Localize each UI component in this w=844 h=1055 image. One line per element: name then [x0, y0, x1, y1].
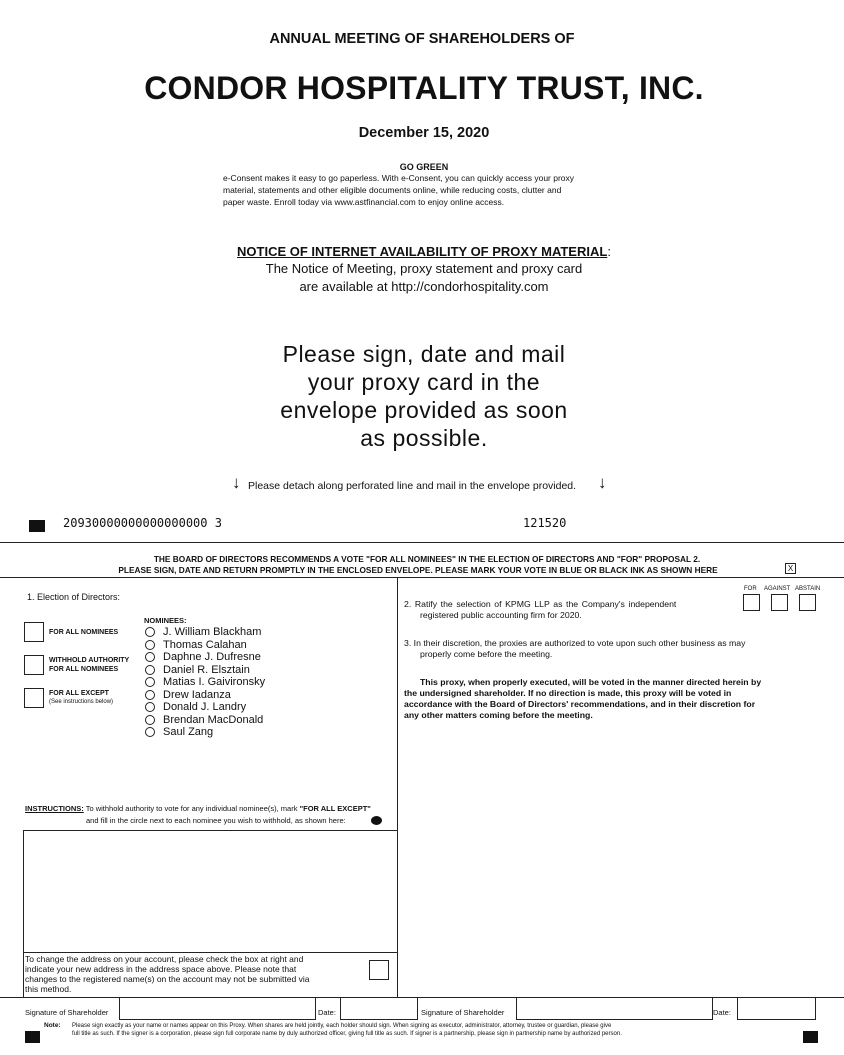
nominee-circle-8[interactable]	[145, 715, 155, 725]
filled-circle-example-icon	[371, 816, 382, 825]
nominee-name-8: Brendan MacDonald	[163, 714, 264, 726]
address-change-checkbox[interactable]	[369, 960, 389, 980]
proposal-2-abstain-checkbox[interactable]	[799, 594, 816, 611]
please-sign-line-4: as possible.	[360, 425, 488, 451]
proxy-statement-line-2: the undersigned shareholder. If no direction is made, this proxy will be voted in	[404, 688, 732, 698]
nominee-name-2: Thomas Calahan	[163, 639, 247, 651]
instructions-except: "FOR ALL EXCEPT"	[299, 804, 371, 813]
instructions-line-2: and fill in the circle next to each nominee you wish to withhold, as shown here:	[86, 816, 346, 825]
board-recommendation-line-2: PLEASE SIGN, DATE AND RETURN PROMPTLY IN THE ENCLOSED ENVELOPE. PLEASE MARK YOUR VOTE IN BLUE OR BLACK INK AS SHOWN HERE	[118, 565, 718, 575]
detach-arrow-right-icon: ↓	[598, 473, 607, 492]
address-change-line-2: indicate your new address in the address space above. Please note that	[25, 964, 297, 974]
nominee-name-9: Saul Zang	[163, 726, 214, 738]
instructions-text-1: To withhold authority to vote for any individual nominee(s), mark	[83, 804, 300, 813]
nominee-name-6: Drew Iadanza	[163, 689, 231, 701]
for-all-nominees-label: FOR ALL NOMINEES	[49, 629, 119, 636]
nominees-label: NOMINEES:	[144, 616, 187, 625]
proposal-3-line-1: 3. In their discretion, the proxies are authorized to vote upon such other business as may	[404, 638, 746, 648]
withhold-authority-label-2: FOR ALL NOMINEES	[49, 666, 119, 673]
please-sign-line-3: envelope provided as soon	[280, 397, 568, 423]
proxy-statement-line-3: accordance with the Board of Directors' recommendations, and in their discretion for	[404, 699, 756, 709]
withhold-authority-label-1: WITHHOLD AUTHORITY	[49, 657, 130, 664]
nominee-circle-2[interactable]	[145, 640, 155, 650]
date-field-2[interactable]	[737, 997, 816, 1020]
signature-label-1: Signature of Shareholder	[25, 1008, 109, 1017]
address-change-line-3: changes to the registered name(s) on the account may not be submitted via	[25, 974, 310, 984]
signature-field-1[interactable]	[119, 997, 316, 1020]
please-sign-line-2: your proxy card in the	[307, 369, 541, 395]
instructions-bottom-rule	[23, 830, 397, 831]
date-label-2: Date:	[713, 1008, 731, 1017]
card-top-rule	[0, 577, 844, 578]
go-green-line-1: e-Consent makes it easy to go paperless. With e-Consent, you can quickly access your proxy	[223, 173, 575, 183]
example-mark-box: X	[785, 563, 796, 574]
col-against-label: AGAINST	[764, 586, 791, 592]
for-all-except-label: FOR ALL EXCEPT	[49, 690, 109, 697]
proxy-statement-line-4: any other matters coming before the meeting.	[404, 710, 593, 720]
notice-heading	[0, 244, 844, 260]
nominee-circle-4[interactable]	[145, 665, 155, 675]
proposal-2-against-checkbox[interactable]	[771, 594, 788, 611]
signature-field-2[interactable]	[516, 997, 713, 1020]
nominee-name-3: Daphne J. Dufresne	[163, 651, 261, 663]
date-label-1: Date:	[318, 1008, 336, 1017]
nominee-circle-1[interactable]	[145, 627, 155, 637]
annual-meeting-heading: ANNUAL MEETING OF SHAREHOLDERS OF	[269, 31, 575, 47]
proposal-3-line-2: properly come before the meeting.	[420, 649, 553, 659]
notice-title: NOTICE OF INTERNET AVAILABILITY OF PROXY MATERIAL	[237, 244, 608, 259]
proposal-2-line-1: 2. Ratify the selection of KPMG LLP as the Company's independent	[404, 599, 677, 609]
notice-line-2: are available at http://condorhospitality.com	[299, 279, 549, 294]
instructions-line-1	[25, 804, 371, 813]
card-center-divider	[397, 577, 398, 997]
nominee-name-5: Matias I. Gaivironsky	[163, 676, 266, 688]
perforation-line	[0, 542, 844, 543]
note-line-1: Please sign exactly as your name or names appear on this Proxy. When shares are held jointly, each holder should sign. When signing as executor, administrator, attorney, trustee or guardian, please give	[72, 1023, 612, 1029]
company-name: CONDOR HOSPITALITY TRUST, INC.	[144, 70, 704, 106]
nominee-circle-3[interactable]	[145, 652, 155, 662]
for-all-except-checkbox[interactable]	[24, 688, 44, 708]
corner-mark-bottom-right	[803, 1031, 818, 1043]
nominee-name-4: Daniel R. Elsztain	[163, 664, 250, 676]
nominee-circle-6[interactable]	[145, 690, 155, 700]
withhold-authority-checkbox[interactable]	[24, 655, 44, 675]
corner-mark-top-left	[29, 520, 45, 532]
corner-mark-bottom-left	[25, 1031, 40, 1043]
detach-arrow-left-icon: ↓	[232, 473, 241, 492]
date-code: 121520	[523, 516, 567, 530]
col-for-label: FOR	[744, 586, 757, 592]
nominee-circle-9[interactable]	[145, 727, 155, 737]
please-sign-line-1: Please sign, date and mail	[282, 341, 566, 367]
meeting-date: December 15, 2020	[358, 125, 490, 141]
go-green-line-2: material, statements and other eligible documents online, while reducing costs, clutter and	[223, 185, 562, 195]
barcode-number: 20930000000000000000 3	[63, 516, 222, 530]
detach-instruction: Please detach along perforated line and mail in the envelope provided.	[248, 480, 577, 492]
nominee-name-7: Donald J. Landry	[163, 701, 247, 713]
for-all-nominees-checkbox[interactable]	[24, 622, 44, 642]
go-green-title: GO GREEN	[399, 162, 449, 172]
address-change-line-4: this method.	[25, 984, 72, 994]
notice-colon: :	[607, 244, 611, 259]
nominee-circle-7[interactable]	[145, 702, 155, 712]
nominee-name-1: J. William Blackham	[163, 626, 262, 638]
address-change-top-rule	[23, 952, 397, 953]
address-change-line-1: To change the address on your account, please check the box at right and	[25, 954, 304, 964]
election-title: 1. Election of Directors:	[27, 592, 121, 602]
notice-line-1: The Notice of Meeting, proxy statement and proxy card	[265, 261, 583, 276]
board-recommendation-line-1: THE BOARD OF DIRECTORS RECOMMENDS A VOTE "FOR ALL NOMINEES" IN THE ELECTION OF DIRECTORS AND "FOR" PROPOSAL 2.	[153, 554, 701, 564]
for-all-except-note: (See instructions below)	[49, 699, 114, 705]
proposal-2-line-2: registered public accounting firm for 2020.	[420, 610, 582, 620]
nominee-circle-5[interactable]	[145, 677, 155, 687]
go-green-line-3: paper waste. Enroll today via www.astfinancial.com to enjoy online access.	[223, 197, 505, 207]
note-line-2: full title as such. If the signer is a corporation, please sign full corporate name by duly authorized officer, giving full title as such. If signer is a partnership, please sign in partnership name by authorized person.	[72, 1031, 622, 1037]
note-label: Note:	[44, 1022, 61, 1029]
instructions-label: INSTRUCTIONS:	[25, 804, 84, 813]
date-field-1[interactable]	[340, 997, 418, 1020]
left-border	[23, 830, 24, 997]
col-abstain-label: ABSTAIN	[795, 586, 821, 592]
signature-label-2: Signature of Shareholder	[421, 1008, 505, 1017]
proxy-statement-line-1: This proxy, when properly executed, will be voted in the manner directed herein by	[420, 677, 762, 687]
proposal-2-for-checkbox[interactable]	[743, 594, 760, 611]
